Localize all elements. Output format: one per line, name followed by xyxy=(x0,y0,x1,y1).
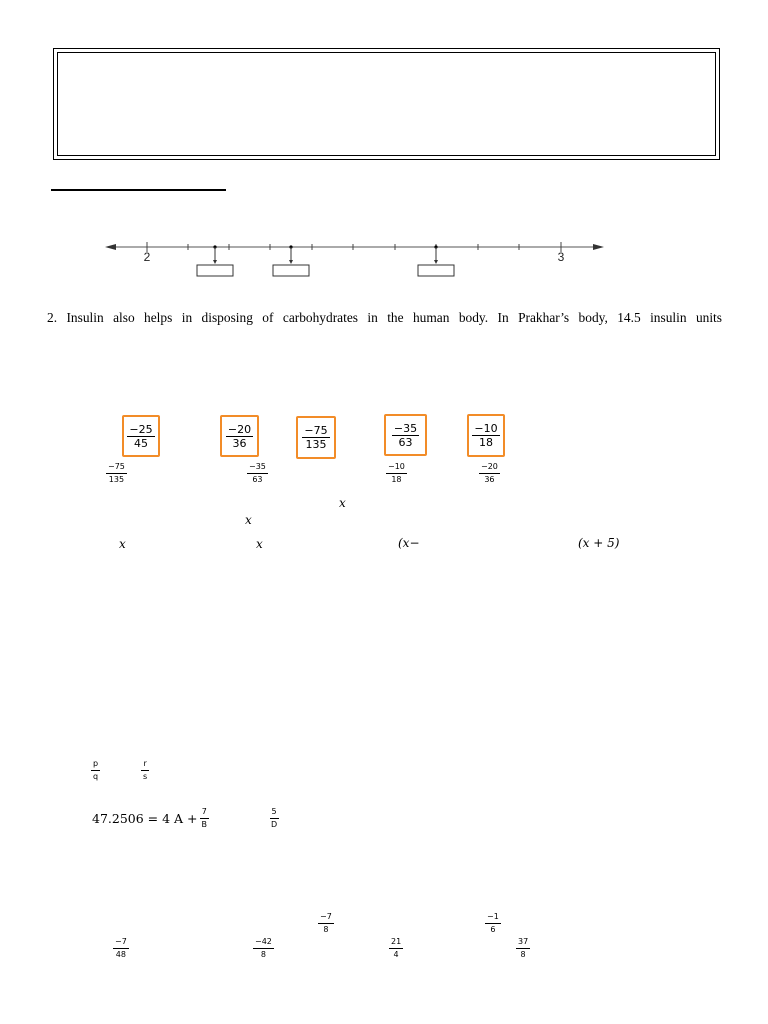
fraction-p-over-q xyxy=(91,760,100,781)
fraction-denominator: q xyxy=(93,772,99,781)
fraction-denominator: 8 xyxy=(323,925,329,934)
fraction-numerator: −10 xyxy=(386,463,407,474)
fraction-numerator: −42 xyxy=(253,938,274,949)
answer-box-2 xyxy=(273,265,309,276)
fraction-r-over-s xyxy=(141,760,149,781)
header-frame-inner xyxy=(57,52,716,156)
fraction-c-over-d xyxy=(269,808,279,829)
fraction-numerator: −7 xyxy=(113,938,129,949)
fraction-denominator: 4 xyxy=(393,950,399,959)
number-line xyxy=(100,236,610,281)
small-fraction xyxy=(386,463,407,484)
fraction-denominator: 6 xyxy=(490,925,496,934)
expression-x-plus-5: (x + 5) xyxy=(578,536,620,550)
boxed-fraction-5 xyxy=(467,414,505,457)
fraction-denominator: 18 xyxy=(391,475,402,484)
fraction-numerator: −35 xyxy=(393,421,418,435)
question-2-text: 2. Insulin also helps in disposing of carbohydrates in the human body. In Prakhar’s body, 14.5 insulin units xyxy=(47,310,722,325)
boxed-fraction-4 xyxy=(384,414,427,456)
pointer-2 xyxy=(273,245,309,276)
fraction-numerator: 37 xyxy=(516,938,530,949)
fraction-numerator: p xyxy=(91,760,100,771)
fraction-denominator: 63 xyxy=(252,475,263,484)
bottom-fraction xyxy=(389,938,403,959)
fraction-numerator: −20 xyxy=(479,463,500,474)
pointer-1 xyxy=(197,245,233,276)
fraction-denominator: 36 xyxy=(484,475,495,484)
number-line-right-arrow xyxy=(593,244,604,250)
bottom-fraction xyxy=(113,938,129,959)
bottom-fraction xyxy=(253,938,274,959)
variable-x: x xyxy=(245,513,252,527)
number-line-left-arrow xyxy=(105,244,116,250)
number-line-start-label: 2 xyxy=(143,250,151,264)
expression-x-minus: (x− xyxy=(398,536,420,550)
fraction-denominator: 8 xyxy=(260,950,266,959)
fraction-numerator: r xyxy=(141,760,148,771)
header-frame xyxy=(53,48,720,160)
fraction-denominator: 18 xyxy=(479,436,493,449)
fraction-numerator: 7 xyxy=(200,808,209,819)
fraction-numerator: 21 xyxy=(389,938,403,949)
equation-fraction xyxy=(200,808,210,829)
number-line-end-label: 3 xyxy=(557,250,565,264)
variable-x: x xyxy=(119,537,126,551)
fraction-numerator: −75 xyxy=(106,463,127,474)
fraction-numerator: −7 xyxy=(318,913,334,924)
small-fraction xyxy=(106,463,127,484)
fraction-denominator: 63 xyxy=(398,435,413,449)
section-underline xyxy=(51,189,226,191)
fraction-numerator: −1 xyxy=(485,913,501,924)
boxed-fraction-2 xyxy=(220,415,259,457)
fraction-numerator: −35 xyxy=(247,463,268,474)
fraction-numerator: −10 xyxy=(474,422,498,435)
boxed-fraction-1 xyxy=(122,415,160,457)
variable-x: x xyxy=(256,537,263,551)
fraction-numerator: −20 xyxy=(227,422,252,436)
fraction-numerator: −25 xyxy=(129,422,153,436)
fraction-denominator: B xyxy=(201,820,208,829)
fraction-denominator: 135 xyxy=(108,475,125,484)
equation xyxy=(92,808,209,829)
fraction-denominator: 48 xyxy=(115,950,126,959)
variable-x: x xyxy=(339,496,346,510)
bottom-fraction xyxy=(485,913,501,934)
fraction-numerator: −75 xyxy=(304,424,328,437)
answer-box-1 xyxy=(197,265,233,276)
bottom-fraction xyxy=(516,938,530,959)
fraction-denominator: 36 xyxy=(232,436,247,450)
answer-box-3 xyxy=(418,265,454,276)
fraction-denominator: 8 xyxy=(520,950,526,959)
fraction-denominator: 45 xyxy=(134,436,148,450)
small-fraction xyxy=(247,463,268,484)
small-fraction xyxy=(479,463,500,484)
equation-lhs: 47.2506 = 4 A + xyxy=(92,811,198,826)
pointer-3 xyxy=(418,245,454,276)
fraction-denominator: 135 xyxy=(305,438,327,451)
bottom-fraction xyxy=(318,913,334,934)
fraction-denominator: s xyxy=(143,772,148,781)
fraction-denominator: D xyxy=(271,820,278,829)
boxed-fraction-3 xyxy=(296,416,336,459)
fraction-numerator: 5 xyxy=(270,808,279,819)
